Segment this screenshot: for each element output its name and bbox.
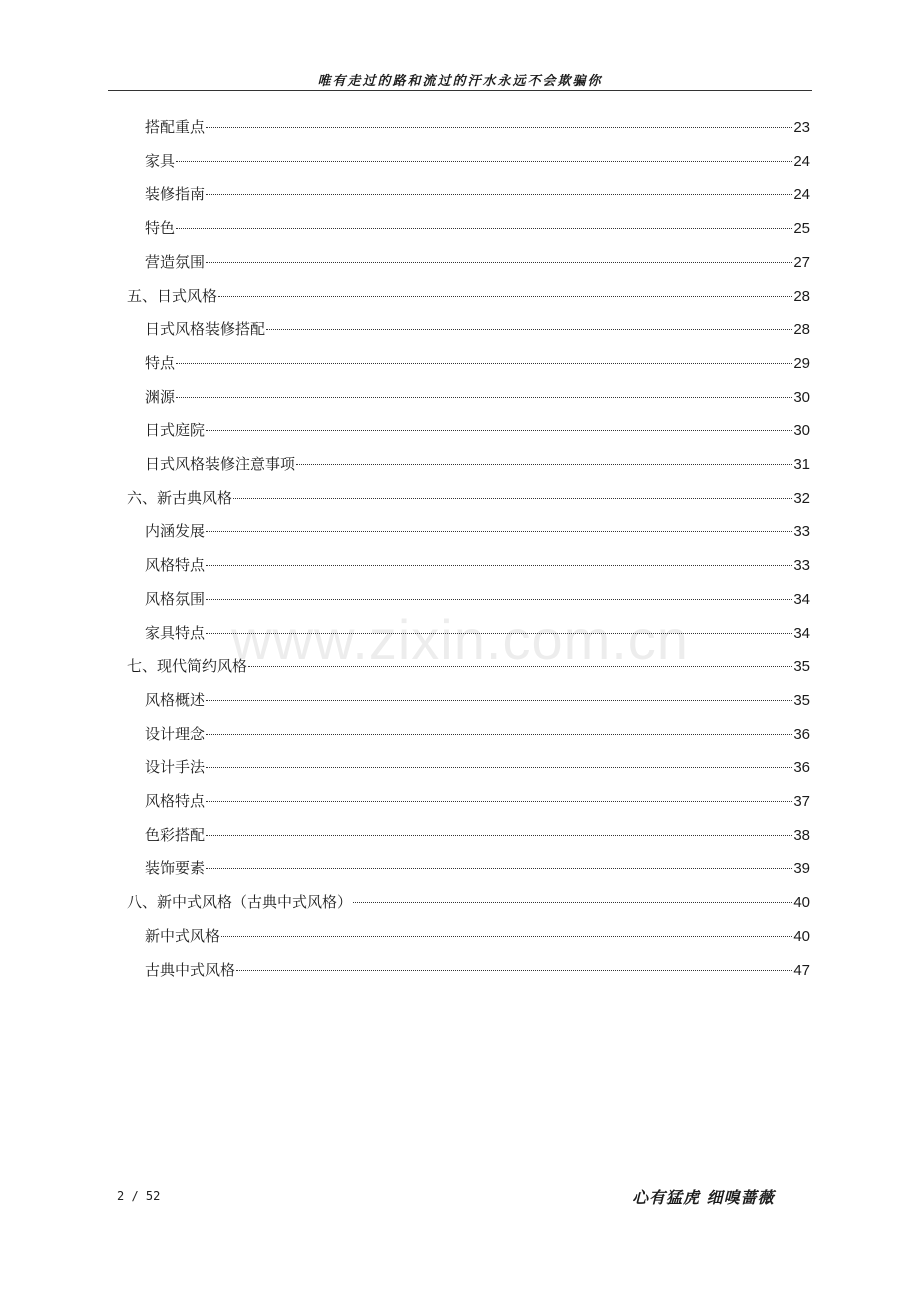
toc-entry[interactable] xyxy=(145,247,810,277)
toc-entry-title: 风格特点 xyxy=(145,556,206,575)
toc-entry-page: 32 xyxy=(793,489,810,507)
toc-leader-dots xyxy=(206,127,792,128)
toc-entry-page: 36 xyxy=(793,759,810,777)
toc-entry-page: 47 xyxy=(793,961,810,979)
toc-entry-title: 新中式风格 xyxy=(145,926,221,945)
toc-leader-dots xyxy=(206,531,792,532)
toc-entry-page: 30 xyxy=(793,422,810,440)
header-divider xyxy=(108,90,812,91)
toc-leader-dots xyxy=(176,397,792,398)
toc-entry[interactable] xyxy=(145,314,810,344)
toc-chapter-entry[interactable] xyxy=(127,887,810,917)
page-number: 2 / 52 xyxy=(117,1189,161,1203)
toc-leader-dots xyxy=(206,430,792,431)
toc-entry-title: 风格氛围 xyxy=(145,589,206,608)
toc-entry-title: 搭配重点 xyxy=(145,118,206,136)
toc-entry-page: 39 xyxy=(793,860,810,878)
toc-entry-title: 设计理念 xyxy=(145,724,206,743)
toc-entry-title: 设计手法 xyxy=(145,758,206,777)
toc-entry-page: 36 xyxy=(793,725,810,743)
toc-entry-title: 家具 xyxy=(145,151,176,170)
toc-entry-page: 25 xyxy=(793,220,810,238)
toc-leader-dots xyxy=(176,228,792,229)
toc-leader-dots xyxy=(206,565,792,566)
toc-entry-title: 日式风格装修搭配 xyxy=(145,320,266,339)
toc-entry-title: 日式风格装修注意事项 xyxy=(145,455,296,473)
toc-leader-dots xyxy=(206,734,792,735)
toc-entry[interactable] xyxy=(145,955,810,985)
toc-leader-dots xyxy=(206,194,792,195)
toc-entry-title: 营造氛围 xyxy=(145,252,206,271)
toc-entry-title: 特点 xyxy=(145,353,176,372)
toc-entry-page: 28 xyxy=(793,321,810,339)
toc-chapter-entry[interactable] xyxy=(127,483,810,513)
toc-entry-page: 40 xyxy=(793,927,810,945)
toc-entry-page: 24 xyxy=(793,152,810,170)
toc-entry-title: 六、新古典风格 xyxy=(127,488,233,507)
toc-leader-dots xyxy=(206,868,792,869)
toc-leader-dots xyxy=(233,498,792,499)
toc-entry-page: 23 xyxy=(793,119,810,136)
toc-entry[interactable] xyxy=(145,752,810,782)
toc-leader-dots xyxy=(236,970,792,971)
toc-entry[interactable] xyxy=(145,112,810,142)
toc-entry[interactable] xyxy=(145,213,810,243)
toc-leader-dots xyxy=(266,329,792,330)
toc-entry-title: 内涵发展 xyxy=(145,522,206,541)
toc-leader-dots xyxy=(296,464,792,465)
watermark-text: www.zixin.com.cn xyxy=(231,608,689,671)
toc-entry-page: 27 xyxy=(793,253,810,271)
toc-entry-page: 40 xyxy=(793,894,810,912)
toc-entry-title: 五、日式风格 xyxy=(127,286,218,305)
toc-leader-dots xyxy=(176,161,792,162)
toc-entry-title: 家具特点 xyxy=(145,623,206,642)
toc-entry[interactable] xyxy=(145,449,810,479)
toc-leader-dots xyxy=(176,363,792,364)
toc-entry-page: 35 xyxy=(793,658,810,676)
toc-entry[interactable] xyxy=(145,516,810,546)
toc-chapter-entry[interactable] xyxy=(127,281,810,311)
toc-leader-dots xyxy=(206,835,792,836)
toc-entry[interactable] xyxy=(145,382,810,412)
toc-entry[interactable] xyxy=(145,348,810,378)
toc-entry-page: 35 xyxy=(793,691,810,709)
toc-entry-title: 古典中式风格 xyxy=(145,960,236,979)
toc-leader-dots xyxy=(206,700,792,701)
toc-entry-title: 渊源 xyxy=(145,387,176,406)
toc-entry[interactable] xyxy=(145,685,810,715)
toc-entry-title: 色彩搭配 xyxy=(145,825,206,844)
toc-leader-dots xyxy=(353,902,792,903)
toc-entry-title: 风格概述 xyxy=(145,690,206,709)
toc-leader-dots xyxy=(206,262,792,263)
toc-entry-page: 33 xyxy=(793,523,810,541)
toc-entry-page: 33 xyxy=(793,557,810,575)
toc-entry-title: 八、新中式风格（古典中式风格） xyxy=(127,893,353,912)
toc-leader-dots xyxy=(206,767,792,768)
toc-entry-page: 38 xyxy=(793,826,810,844)
toc-entry-title: 装修指南 xyxy=(145,185,206,204)
toc-entry[interactable] xyxy=(145,921,810,951)
toc-entry-page: 31 xyxy=(793,456,810,473)
toc-entry[interactable] xyxy=(145,146,810,176)
toc-entry[interactable] xyxy=(145,179,810,209)
page-header-title: 唯有走过的路和流过的汗水永远不会欺骗你 xyxy=(317,74,603,89)
toc-entry-page: 28 xyxy=(793,287,810,305)
toc-entry-title: 特色 xyxy=(145,219,176,238)
toc-leader-dots xyxy=(218,296,792,297)
toc-entry-page: 37 xyxy=(793,793,810,810)
toc-entry-page: 24 xyxy=(793,186,810,204)
toc-entry[interactable] xyxy=(145,550,810,580)
toc-entry-page: 34 xyxy=(793,590,810,608)
toc-entry-title: 日式庭院 xyxy=(145,421,206,440)
toc-entry-page: 34 xyxy=(793,624,810,642)
toc-entry-title: 装饰要素 xyxy=(145,859,206,878)
footer-motto: 心有猛虎 细嗅蔷薇 xyxy=(632,1188,775,1207)
toc-leader-dots xyxy=(221,936,792,937)
toc-entry-page: 29 xyxy=(793,354,810,372)
toc-entry[interactable] xyxy=(145,853,810,883)
toc-entry[interactable] xyxy=(145,820,810,850)
toc-leader-dots xyxy=(206,801,792,802)
toc-entry[interactable] xyxy=(145,786,810,816)
toc-entry[interactable] xyxy=(145,719,810,749)
toc-entry-page: 30 xyxy=(793,388,810,406)
toc-entry-title: 风格特点 xyxy=(145,792,206,810)
toc-entry-title: 七、现代简约风格 xyxy=(127,657,248,676)
toc-entry[interactable] xyxy=(145,415,810,445)
